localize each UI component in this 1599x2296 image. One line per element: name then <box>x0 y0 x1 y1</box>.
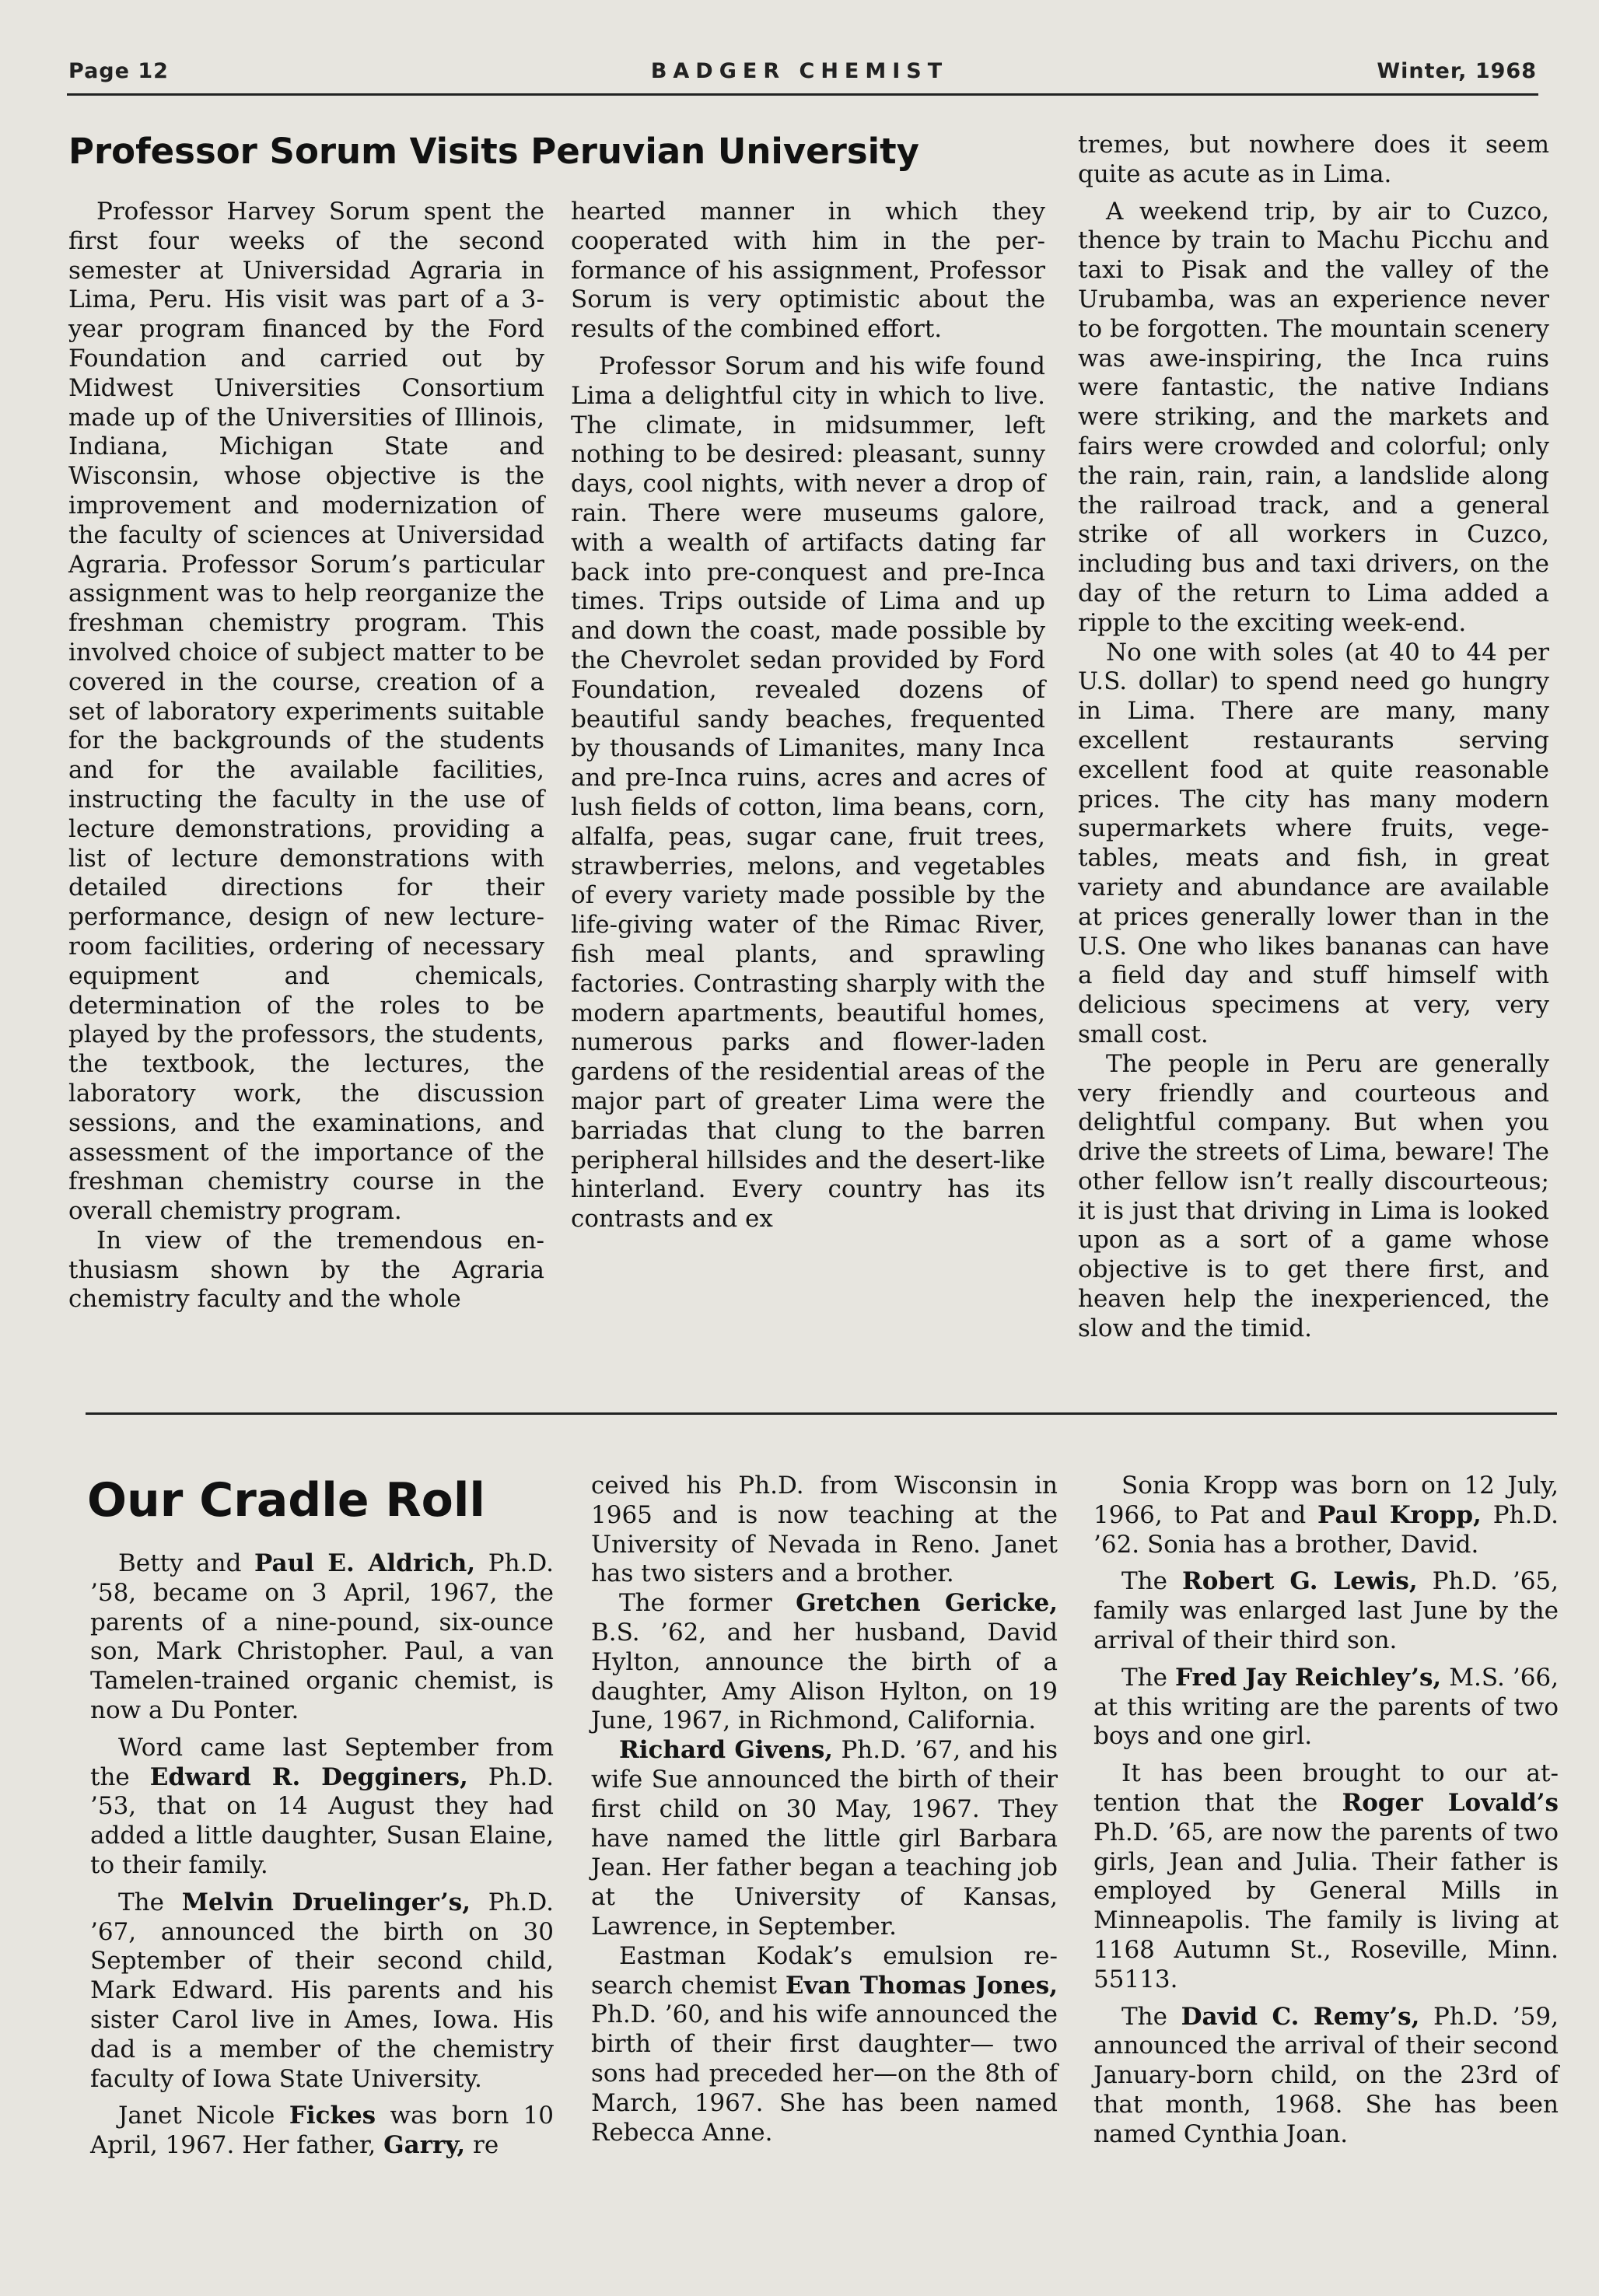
birth-notice: Janet Nicole Fickes was born 10 April, 1967. Her father, Garry, re <box>90 2102 554 2160</box>
issue-date: Winter, 1968 <box>1377 59 1537 83</box>
paragraph: In view of the tremendous enthusiasm shown by the Agraria chemistry faculty and the whole <box>68 1226 544 1314</box>
cradle-column-1 <box>90 1549 554 2161</box>
birth-notice: Sonia Kropp was born on 12 July, 1966, to Pat and Paul Kropp, Ph.D. ’62. Sonia has a brother, David. <box>1093 1472 1559 1559</box>
birth-notice: The Robert G. Lewis, Ph.D. ’65, family was enlarged last June by the arrival of their third son. <box>1093 1567 1559 1654</box>
birth-notice: Richard Givens, Ph.D. ’67, and his wife Sue announced the birth of their first child on 30 May, 1967. They have named the little girl Barbara Jean. Her father began a teaching job at the University of Kansas, Lawrence, in September. <box>591 1736 1058 1941</box>
sorum-column-2 <box>571 198 1045 1234</box>
paragraph: hearted manner in which they cooperated with him in the performance of his assignment, Professor Sorum is very optimistic about the results of the combined effort. <box>571 198 1045 344</box>
birth-notice: The David C. Remy’s, Ph.D. ’59, announced the arrival of their second January-born child, on the 23rd of that month, 1968. She has been named Cynthia Joan. <box>1093 2002 1559 2148</box>
birth-notice: The Fred Jay Reichley’s, M.S. ’66, at this writing are the parents of two boys and one girl. <box>1093 1663 1559 1751</box>
article-title-sorum: Professor Sorum Visits Peruvian University <box>68 131 919 172</box>
birth-notice: The Melvin Druelinger’s, Ph.D. ’67, announced the birth on 30 September of their second child, Mark Edward. His parents and his sister Carol live in Ames, Iowa. His dad is a member of the chemistry faculty of Iowa State University. <box>90 1888 554 2093</box>
paragraph: tremes, but nowhere does it seem quite as acute as in Lima. <box>1078 131 1549 188</box>
sorum-column-1 <box>68 198 544 1314</box>
birth-notice-continued: ceived his Ph.D. from Wisconsin in 1965 and is now teaching at the University of Nevada in Reno. Janet has two sisters and a brother. <box>591 1472 1058 1588</box>
paragraph: No one with soles (at 40 to 44 per U.S. dollar) to spend need go hungry in Lima. There are many, many excellent restaurants serving excellent food at quite reasonable prices. The city has many modern supermarkets where fruits, vegetables, meats and fish, in great variety and abundance are available at prices generally lower than in the U.S. One who likes bananas can have a field day and stuff himself with delicious specimens at very, very small cost. <box>1078 638 1549 1048</box>
birth-notice: It has been brought to our attention that the Roger Lovald’s Ph.D. ’65, are now the parents of two girls, Jean and Julia. Their father is employed by General Mills in Minneapolis. The family is living at 1168 Autumn St., Roseville, Minn. 55113. <box>1093 1759 1559 1993</box>
article-title-cradle-roll: Our Cradle Roll <box>87 1473 485 1528</box>
birth-notice: The former Gretchen Gericke, B.S. ’62, and her husband, David Hylton, announce the birth of a daughter, Amy Alison Hylton, on 19 June, 1967, in Richmond, California. <box>591 1589 1058 1735</box>
sorum-column-3 <box>1078 131 1549 1344</box>
birth-notice: Eastman Kodak’s emulsion research chemist Evan Thomas Jones, Ph.D. ’60, and his wife announced the birth of their first daughter— two sons had preceded her—on the 8th of March, 1967. She has been named Rebecca Anne. <box>591 1941 1058 2147</box>
section-divider <box>86 1412 1557 1415</box>
paragraph: The people in Peru are generally very friendly and courteous and delightful company. But when you drive the streets of Lima, beware! The other fellow isn’t really discourteous; it is just that driving in Lima is looked upon as a sort of a game whose objective is to get there first, and heaven help the inexperienced, the slow and the timid. <box>1078 1049 1549 1342</box>
paragraph: Professor Sorum and his wife found Lima a delightful city in which to live. The climate, in midsummer, left nothing to be desired: pleasant, sunny days, cool nights, with never a drop of rain. There were museums galore, with a wealth of artifacts dating far back into pre-conquest and pre-Inca times. Trips outside of Lima and up and down the coast, made possible by the Chevrolet sedan provided by Ford Foundation, revealed dozens of beautiful sandy beaches, frequented by thousands of Limanites, many Inca and pre-Inca ruins, acres and acres of lush fields of cotton, lima beans, corn, alfalfa, peas, sugar cane, fruit trees, strawberries, melons, and vegetables of every variety made possible by the life-giving water of the Rimac River, fish meal plants, and sprawling factories. Contrasting sharply with the modern apartments, beautiful homes, numerous parks and flower-laden gardens of the residential areas of the major part of greater Lima were the barriadas that clung to the barren peripheral hillsides and the desert-like hinterland. Every country has its contrasts and ex <box>571 352 1045 1234</box>
header-rule <box>67 93 1538 96</box>
cradle-column-3 <box>1093 1472 1559 2150</box>
cradle-column-2 <box>591 1472 1058 2147</box>
birth-notice: Betty and Paul E. Aldrich, Ph.D. ’58, became on 3 April, 1967, the parents of a nine-pound, six-ounce son, Mark Christopher. Paul, a van Tamelen-trained organic chemist, is now a Du Ponter. <box>90 1549 554 1724</box>
paragraph: A weekend trip, by air to Cuzco, thence by train to Machu Picchu and taxi to Pisak and the valley of the Urubamba, was an experience never to be forgotten. The mountain scenery was awe-inspiring, the Inca ruins were fantastic, the native Indians were striking, and the markets and fairs were crowded and colorful; only the rain, rain, rain, a landslide along the railroad track, and a general strike of all workers in Cuzco, including bus and taxi drivers, on the day of the return to Lima added a ripple to the exciting week-end. <box>1078 197 1549 637</box>
publication-name: BADGER CHEMIST <box>650 59 949 83</box>
paragraph: Professor Harvey Sorum spent the first four weeks of the second semester at Universidad Agraria in Lima, Peru. His visit was part of a 3-year program financed by the Ford Foundation and carried out by Midwest Universities Consortium made up of the Universities of Illinois, Indiana, Michigan State and Wisconsin, whose objective is the improvement and modernization of the faculty of sciences at Universidad Agraria. Professor Sorum’s particular assignment was to help reorganize the freshman chemistry program. This involved choice of subject matter to be covered in the course, creation of a set of laboratory experiments suitable for the backgrounds of the students and for the available facilities, instructing the faculty in the use of lecture demonstrations, providing a list of lecture demonstrations with detailed directions for their performance, design of new lecture-room facilities, ordering of necessary equipment and chemicals, determination of the roles to be played by the professors, the students, the textbook, the lectures, the laboratory work, the discussion sessions, and the examinations, and assessment of the importance of the freshman chemistry course in the overall chemistry program. <box>68 198 544 1226</box>
page-number: Page 12 <box>68 59 169 83</box>
birth-notice: Word came last September from the Edward R. Degginers, Ph.D. ’53, that on 14 August they had added a little daughter, Susan Elaine, to their family. <box>90 1733 554 1879</box>
